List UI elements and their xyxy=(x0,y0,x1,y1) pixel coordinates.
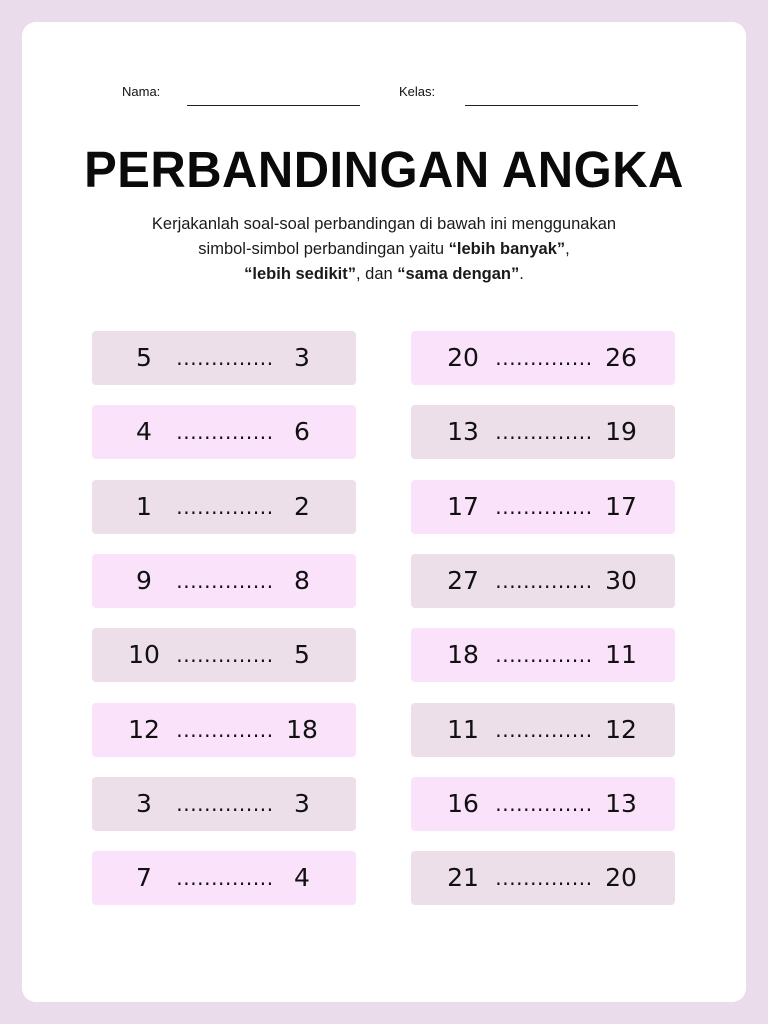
problem-row-left-7 xyxy=(92,777,356,831)
problem-number-b: 12 xyxy=(605,715,637,744)
answer-blank[interactable]: .............. xyxy=(176,866,274,890)
instructions-line1: Kerjakanlah soal-soal perbandingan di bawah ini menggunakan xyxy=(151,215,617,233)
problem-number-b: 19 xyxy=(605,417,637,446)
problem-number-a: 11 xyxy=(447,715,479,744)
problem-row-right-6 xyxy=(411,703,675,757)
problem-number-b: 3 xyxy=(294,789,310,818)
problem-number-b: 3 xyxy=(294,343,310,372)
kelas-label: Kelas: xyxy=(399,84,436,99)
page-title: PERBANDINGAN ANGKA xyxy=(84,141,684,198)
instructions-comma: , xyxy=(565,240,570,258)
answer-blank[interactable]: .............. xyxy=(176,420,274,444)
answer-blank[interactable]: .............. xyxy=(495,643,593,667)
answer-blank[interactable]: .............. xyxy=(495,346,593,370)
problem-row-right-4 xyxy=(411,554,675,608)
problem-row-left-3 xyxy=(92,480,356,534)
answer-blank[interactable]: .............. xyxy=(176,569,274,593)
problem-number-b: 2 xyxy=(294,492,310,521)
problem-row-right-1 xyxy=(411,331,675,385)
problem-number-b: 18 xyxy=(286,715,318,744)
answer-blank[interactable]: .............. xyxy=(495,569,593,593)
problem-number-a: 27 xyxy=(447,566,479,595)
answer-blank[interactable]: .............. xyxy=(495,792,593,816)
answer-blank[interactable]: .............. xyxy=(176,495,274,519)
answer-blank[interactable]: .............. xyxy=(176,346,274,370)
problem-number-a: 5 xyxy=(136,343,152,372)
problem-number-a: 3 xyxy=(136,789,152,818)
problem-number-b: 30 xyxy=(605,566,637,595)
problem-row-right-8 xyxy=(411,851,675,905)
problem-number-a: 21 xyxy=(447,863,479,892)
problem-number-b: 17 xyxy=(605,492,637,521)
problem-number-a: 4 xyxy=(136,417,152,446)
answer-blank[interactable]: .............. xyxy=(176,643,274,667)
answer-blank[interactable]: .............. xyxy=(176,792,274,816)
problem-number-a: 16 xyxy=(447,789,479,818)
problem-row-right-7 xyxy=(411,777,675,831)
answer-blank[interactable]: .............. xyxy=(495,495,593,519)
term-sama-dengan: “sama dengan” xyxy=(397,265,520,283)
instructions-period: . xyxy=(519,265,524,283)
problem-number-a: 20 xyxy=(447,343,479,372)
problem-number-a: 7 xyxy=(136,863,152,892)
problem-number-a: 12 xyxy=(128,715,160,744)
nama-field[interactable] xyxy=(187,105,360,106)
problem-number-b: 26 xyxy=(605,343,637,372)
problem-number-b: 13 xyxy=(605,789,637,818)
answer-blank[interactable]: .............. xyxy=(495,866,593,890)
problem-row-left-8 xyxy=(92,851,356,905)
problem-row-left-5 xyxy=(92,628,356,682)
answer-blank[interactable]: .............. xyxy=(495,420,593,444)
problem-row-left-6 xyxy=(92,703,356,757)
problem-number-b: 20 xyxy=(605,863,637,892)
problem-number-a: 17 xyxy=(447,492,479,521)
problem-row-right-3 xyxy=(411,480,675,534)
problem-number-a: 13 xyxy=(447,417,479,446)
problem-number-a: 10 xyxy=(128,640,160,669)
instructions xyxy=(64,212,704,287)
nama-label: Nama: xyxy=(122,84,161,99)
problem-row-left-4 xyxy=(92,554,356,608)
problem-number-a: 1 xyxy=(136,492,152,521)
answer-blank[interactable]: .............. xyxy=(176,718,274,742)
term-lebih-banyak: “lebih banyak” xyxy=(448,240,566,258)
instructions-dan: , dan xyxy=(356,265,398,283)
answer-blank[interactable]: .............. xyxy=(495,718,593,742)
instructions-line2: simbol-simbol perbandingan yaitu xyxy=(198,240,449,258)
problem-number-a: 18 xyxy=(447,640,479,669)
problem-number-b: 4 xyxy=(294,863,310,892)
term-lebih-sedikit: “lebih sedikit” xyxy=(244,265,356,283)
problem-row-right-5 xyxy=(411,628,675,682)
problem-number-a: 9 xyxy=(136,566,152,595)
problem-row-right-2 xyxy=(411,405,675,459)
problem-number-b: 8 xyxy=(294,566,310,595)
problem-number-b: 11 xyxy=(605,640,637,669)
problem-row-left-1 xyxy=(92,331,356,385)
problem-number-b: 5 xyxy=(294,640,310,669)
problem-row-left-2 xyxy=(92,405,356,459)
kelas-field[interactable] xyxy=(465,105,638,106)
problem-number-b: 6 xyxy=(294,417,310,446)
